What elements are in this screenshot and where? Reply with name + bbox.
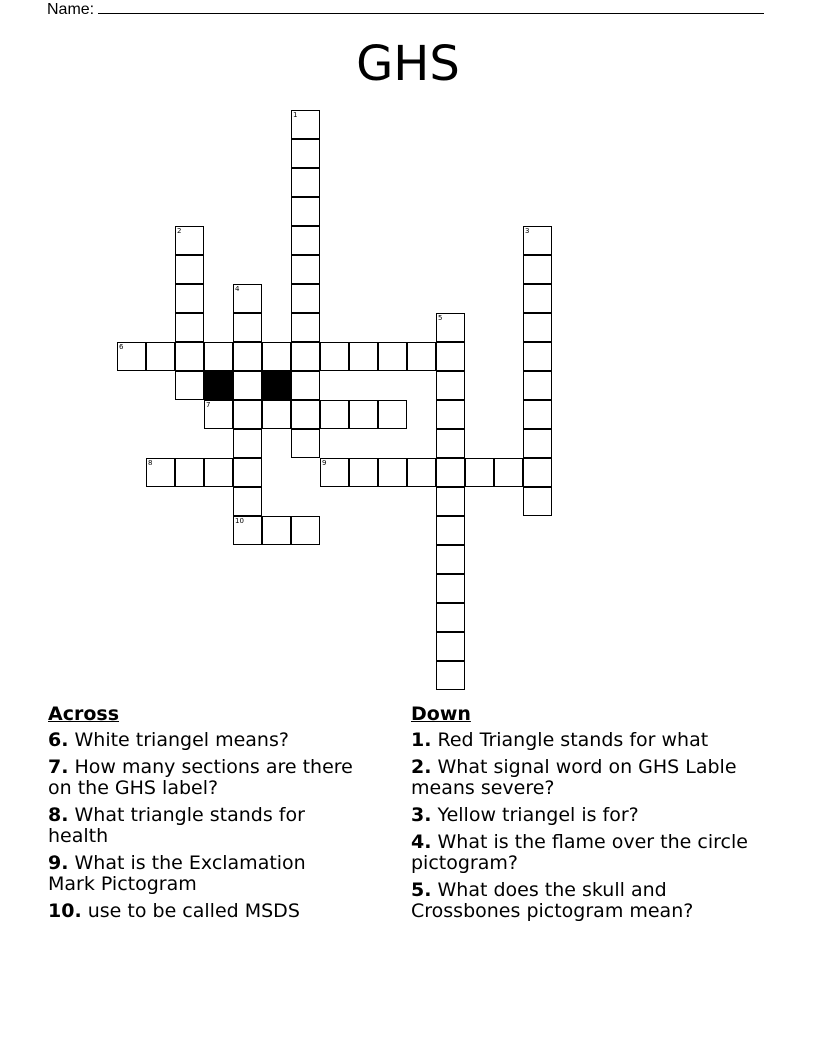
grid-cell[interactable] (291, 429, 320, 458)
grid-cell[interactable] (233, 371, 262, 400)
grid-cell[interactable] (523, 458, 552, 487)
grid-cell[interactable] (175, 371, 204, 400)
grid-cell[interactable] (523, 487, 552, 516)
grid-cell[interactable] (378, 342, 407, 371)
grid-cell[interactable] (349, 342, 378, 371)
grid-cell[interactable] (407, 458, 436, 487)
clue-down-4 (411, 832, 751, 874)
grid-cell[interactable] (523, 400, 552, 429)
grid-cell[interactable] (262, 516, 291, 545)
grid-cell[interactable] (320, 400, 349, 429)
clue-number: 5. (411, 879, 432, 901)
clue-number: 1. (411, 729, 432, 751)
grid-cell[interactable] (494, 458, 523, 487)
clue-down-1 (411, 730, 751, 751)
clue-across-10 (48, 901, 358, 922)
grid-cell[interactable] (175, 342, 204, 371)
grid-cell[interactable] (436, 603, 465, 632)
grid-cell[interactable] (436, 516, 465, 545)
cell-number: 4 (235, 285, 240, 293)
grid-cell[interactable] (436, 342, 465, 371)
grid-cell[interactable] (291, 110, 320, 139)
cell-number: 8 (148, 459, 153, 467)
grid-cell[interactable] (233, 458, 262, 487)
grid-block (204, 371, 233, 400)
grid-cell[interactable] (175, 226, 204, 255)
cell-number: 7 (206, 401, 211, 409)
grid-cell[interactable] (523, 255, 552, 284)
grid-cell[interactable] (436, 487, 465, 516)
grid-cell[interactable] (465, 458, 494, 487)
clue-text: What is the Exclamation Mark Pictogram (48, 852, 306, 895)
clue-number: 3. (411, 804, 432, 826)
grid-cell[interactable] (175, 458, 204, 487)
grid-cell[interactable] (204, 342, 233, 371)
clue-down-3 (411, 805, 751, 826)
grid-cell[interactable] (523, 284, 552, 313)
grid-cell[interactable] (436, 574, 465, 603)
clue-number: 9. (48, 852, 69, 874)
grid-cell[interactable] (349, 400, 378, 429)
grid-cell[interactable] (407, 342, 436, 371)
clue-text: White triangel means? (74, 729, 289, 751)
grid-cell[interactable] (233, 342, 262, 371)
clue-number: 7. (48, 756, 69, 778)
grid-cell[interactable] (233, 487, 262, 516)
clue-down-5 (411, 880, 751, 922)
grid-cell[interactable] (436, 313, 465, 342)
down-heading: Down (411, 703, 471, 725)
clue-across-8 (48, 805, 358, 847)
cell-number: 6 (119, 343, 124, 351)
grid-block (262, 371, 291, 400)
clue-down-2 (411, 757, 751, 799)
grid-cell[interactable] (233, 516, 262, 545)
grid-cell[interactable] (291, 226, 320, 255)
grid-cell[interactable] (117, 342, 146, 371)
grid-cell[interactable] (146, 458, 175, 487)
clue-number: 2. (411, 756, 432, 778)
cell-number: 3 (525, 227, 530, 235)
clue-across-7 (48, 757, 358, 799)
grid-cell[interactable] (233, 400, 262, 429)
grid-cell[interactable] (523, 342, 552, 371)
grid-cell[interactable] (320, 458, 349, 487)
grid-cell[interactable] (436, 632, 465, 661)
grid-cell[interactable] (291, 197, 320, 226)
across-heading: Across (48, 703, 120, 725)
grid-cell[interactable] (523, 429, 552, 458)
down-clues (411, 702, 751, 928)
grid-cell[interactable] (204, 458, 233, 487)
grid-cell[interactable] (320, 342, 349, 371)
clue-number: 10. (48, 900, 82, 922)
grid-cell[interactable] (436, 545, 465, 574)
clue-text: Yellow triangel is for? (437, 804, 639, 826)
name-label: Name: (47, 1, 95, 18)
clue-text: What triangle stands for health (48, 804, 305, 847)
cell-number: 2 (177, 227, 182, 235)
cell-number: 1 (293, 111, 298, 119)
clue-text: use to be called MSDS (87, 900, 300, 922)
grid-cell[interactable] (233, 429, 262, 458)
cell-number: 9 (322, 459, 327, 467)
cell-number: 10 (235, 517, 244, 525)
grid-cell[interactable] (291, 371, 320, 400)
grid-cell[interactable] (291, 139, 320, 168)
grid-cell[interactable] (291, 516, 320, 545)
grid-cell[interactable] (436, 371, 465, 400)
grid-cell[interactable] (291, 255, 320, 284)
clue-text: What signal word on GHS Lable means severe? (411, 756, 737, 799)
clue-across-9 (48, 853, 358, 895)
grid-cell[interactable] (175, 284, 204, 313)
across-clues (48, 702, 358, 928)
grid-cell[interactable] (233, 313, 262, 342)
grid-cell[interactable] (523, 371, 552, 400)
page-title: GHS (356, 36, 460, 92)
grid-cell[interactable] (349, 458, 378, 487)
clue-text: How many sections are there on the GHS label? (48, 756, 353, 799)
grid-cell[interactable] (436, 429, 465, 458)
cell-number: 5 (438, 314, 443, 322)
clue-number: 6. (48, 729, 69, 751)
clue-text: What does the skull and Crossbones pictogram mean? (411, 879, 694, 922)
grid-cell[interactable] (291, 400, 320, 429)
grid-cell[interactable] (378, 400, 407, 429)
grid-cell[interactable] (146, 342, 175, 371)
grid-cell[interactable] (291, 342, 320, 371)
grid-cell[interactable] (175, 313, 204, 342)
grid-cell[interactable] (523, 313, 552, 342)
grid-cell[interactable] (262, 342, 291, 371)
grid-cell[interactable] (262, 400, 291, 429)
grid-cell[interactable] (175, 255, 204, 284)
clue-number: 4. (411, 831, 432, 853)
grid-cell[interactable] (436, 458, 465, 487)
grid-cell[interactable] (291, 284, 320, 313)
clue-across-6 (48, 730, 358, 751)
grid-cell[interactable] (233, 284, 262, 313)
grid-cell[interactable] (204, 400, 233, 429)
grid-cell[interactable] (436, 661, 465, 690)
grid-cell[interactable] (378, 458, 407, 487)
grid-cell[interactable] (291, 168, 320, 197)
clue-text: Red Triangle stands for what (437, 729, 709, 751)
grid-cell[interactable] (436, 400, 465, 429)
grid-cell[interactable] (291, 313, 320, 342)
clue-text: What is the flame over the circle pictogram? (411, 831, 748, 874)
grid-cell[interactable] (523, 226, 552, 255)
clue-number: 8. (48, 804, 69, 826)
